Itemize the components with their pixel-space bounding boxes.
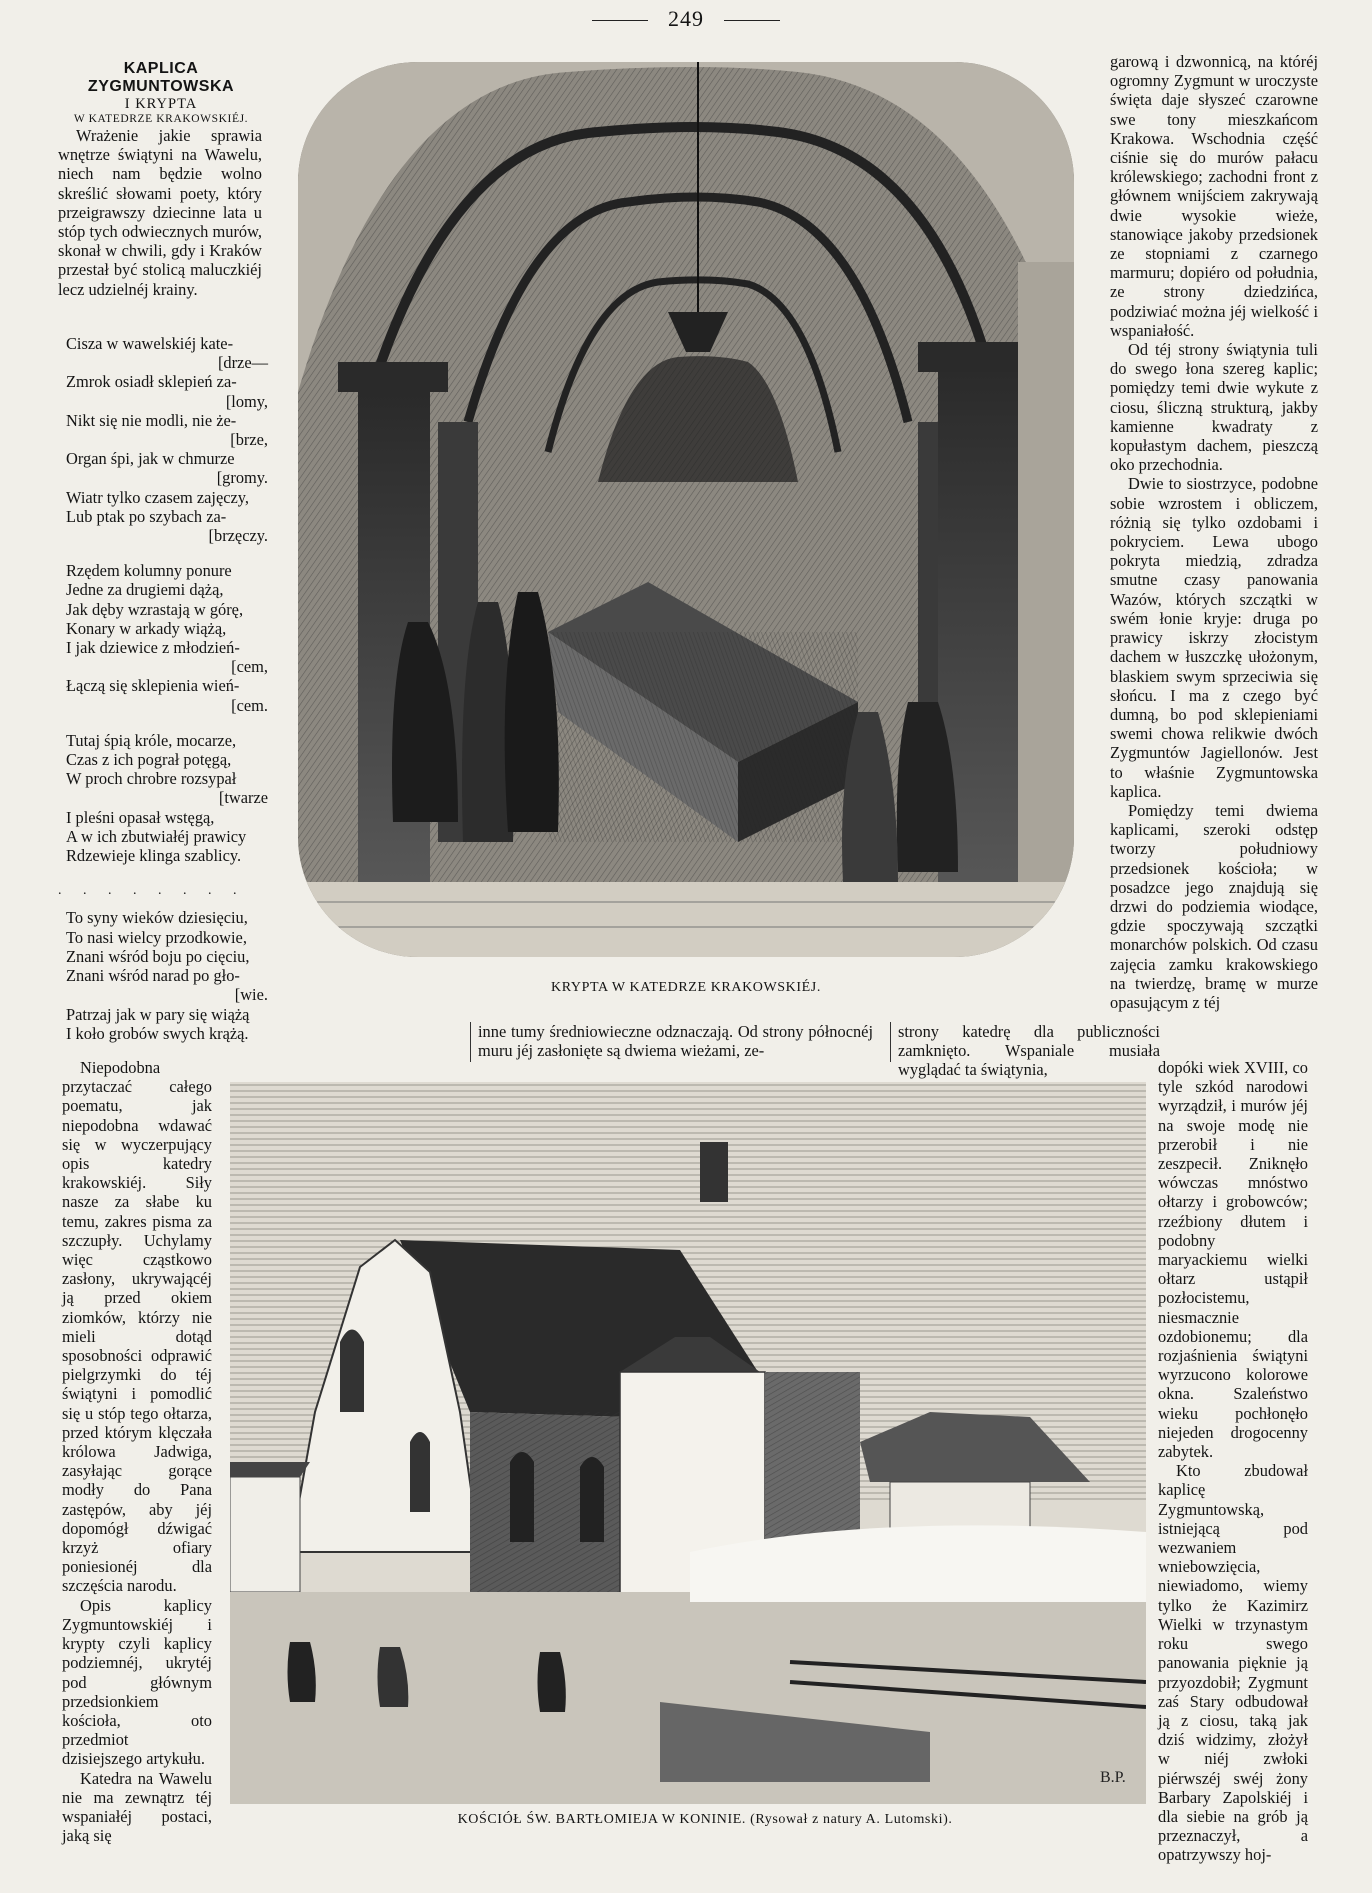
intro-paragraph: Wrażenie jakie sprawia wnętrze świątyni na Wawelu, niech nam będzie wolno skreślić słowami poety, który przeigrawszy dziecinne lata u stóp tych odwiecznych murów, skonał w chwili, gdy i Kraków przestał być stolicą maluczkiéj lecz udzielnéj krainy. (58, 126, 262, 299)
article-title: KAPLICA ZYGMUNTOWSKA (87, 60, 235, 95)
poem-line: W proch chrobre rozsypał (66, 769, 237, 789)
poem-line: Czas z ich pograł potęgą, (66, 750, 232, 770)
poem-line: Znani wśród boju po cięciu, (66, 946, 250, 966)
poem-line: [wie. (234, 985, 268, 1005)
poem-line: Lub ptak po szybach za- (66, 506, 227, 526)
poem-line: Znani wśród narad po gło- (66, 966, 240, 986)
poem-line: Konary w arkady wiążą, (66, 618, 227, 638)
poem-line: [lomy, (225, 391, 268, 411)
poem-line: Rzędem kolumny ponure (66, 561, 232, 581)
poem-line: [brzęczy. (208, 526, 268, 546)
poem-line: [drze— (217, 353, 268, 373)
church-engraving (230, 1082, 1146, 1804)
poem-line: Organ śpi, jak w chmurze (66, 449, 235, 469)
church-caption: KOŚCIÓŁ ŚW. BARTŁOMIEJA W KONINIE. (Rysował z natury A. Lutomski). (457, 1812, 953, 1827)
poem-line: Zmrok osiadł sklepień za- (66, 372, 237, 392)
poem-line: I jak dziewice z młodzień- (66, 638, 240, 658)
poem-line: Łączą się sklepienia wień- (66, 676, 240, 696)
poem-line: Nikt się nie modli, nie że- (66, 410, 237, 430)
poem-line: [cem. (231, 695, 268, 715)
poem-stanza (58, 561, 268, 715)
crypt-engraving (298, 62, 1074, 957)
poem-line: [gromy. (216, 468, 268, 488)
poem-line: Cisza w wawelskiéj kate- (66, 334, 234, 353)
column-3-upper-text: garową i dzwonnicą, na któréj ogromny Zygmunt w uroczyste święta daje słyszeć czarowne swe tony mieszkańcom Krakowa. Wschodnia część ciśnie się do murów pałacu królewskiego; zachodni front z głównem wnijściem zakrywają dwie wysokie wieże, stanowiące jakoby przedsionek ze stopniami z czarnego marmuru; dopiéro od południa, ze strony dziedzińca, podziwiać można jéj wielkość i wspaniałość. Od téj strony świątynia tuli do swego łona szereg kaplic; pomiędzy temi dwie wykute z ciosu, śliczną strukturą, jakby kamienne kwadraty z kopułastym dachem, pieszczą oko przechodnia. Dwie to siostrzyce, podobne sobie wzrostem i obliczem, różnią się tylko ozdobami i pokryciem. Lewa ubogo pokryta miedzią, zdradza smutne czasy panowania Wazów, których szczątki w swém łonie kryje: druga po prawicy iskrzy złocistym dachem w łuszczkę ułożonym, blaskiem swym sprzeciwia się słońcu. I ma z czego być dumną, bo pod sklepieniami swemi chowa relikwie dwóch Zygmuntów Jagiellonów. Jest to właśnie Zygmuntowska kaplica. Pomiędzy temi dwiema kaplicami, szeroki odstęp tworzy południowy przedsionek kościoła; w posadzce jego znajdują się drzwi do podziemia wiodące, gdzie spoczywają szczątki monarchów polskich. Od czasu zajęcia zamku krakowskiego na twierdzę, bramę w murze opasującym z téj (1110, 52, 1318, 1012)
poem-stanza (58, 334, 268, 545)
middle-text-left: inne tumy średniowieczne odznaczają. Od strony północnéj muru jéj zasłonięte są dwiema wieżami, ze- (478, 1022, 873, 1061)
column-1-narrow-text: Niepodobna przytaczać całego poematu, jak niepodobna wdawać się w wyczerpujący opis katedry krakowskiéj. Siły nasze za słabe ku temu, zakres pisma za szczupły. Uchylamy więc cząstkowo zasłony, ukrywającéj ją przed okiem ziomków, którzy nie mieli dotąd sposobności odprawić pielgrzymki do téj świątyni i pomodlić się u stóp tego ołtarza, przed którym klęczała królowa Jadwiga, zasyłając gorące modły do Pana zastępów, aby jéj dopomógł dźwigać krzyż ofiary poniesionéj dla szczęścia narodu. Opis kaplicy Zygmuntowskiéj i krypty czyli kaplicy podziemnéj, ukrytéj pod głównym przedsionkiem kościoła, oto przedmiot dzisiejszego artykułu. Katedra na Wawelu nie ma zewnątrz téj wspaniałéj postaci, jaką się (62, 1058, 212, 1846)
poem-ellipsis: . . . . . . . . (58, 883, 246, 899)
article-header (52, 60, 270, 125)
poem-line: [brze, (230, 430, 268, 450)
poem-line: Wiatr tylko czasem zajęczy, (66, 487, 250, 507)
poem-stanza (58, 908, 268, 1042)
poem-line: [cem, (231, 657, 268, 677)
poem-line: Patrzaj jak w pary się wiążą (66, 1004, 250, 1024)
poem-line: Jak dęby wzrastają w górę, (66, 599, 244, 619)
poem-line: I pleśni opasał wstęgą, (66, 807, 215, 827)
poem-stanza (58, 731, 268, 865)
page-number: 249 (0, 6, 1372, 32)
poem-line: I koło grobów swych krążą. (66, 1023, 249, 1043)
article-subtitle: I KRYPTA (124, 96, 198, 112)
column-rule (470, 1022, 471, 1062)
engraver-mark: B.P. (1100, 1769, 1126, 1786)
poem-line: Rdzewieje klinga szablicy. (66, 846, 242, 866)
column-rule (890, 1022, 891, 1062)
poem-line: To nasi wielcy przodkowie, (66, 927, 247, 947)
middle-text-right: strony katedrę dla publiczności zamknięto. Wspaniale musiała wyglądać ta świątynia, (898, 1022, 1160, 1080)
poem-line: [twarze (218, 788, 268, 808)
crypt-caption: KRYPTA W KATEDRZE KRAKOWSKIÉJ. (551, 980, 821, 995)
article-subtitle-location: W KATEDRZE KRAKOWSKIÉJ. (73, 113, 249, 125)
poem-line: Tutaj śpią króle, mocarze, (66, 730, 237, 750)
poem-line: To syny wieków dziesięciu, (66, 908, 248, 928)
column-3-narrow-text: dopóki wiek XVIII, co tyle szkód narodowi wyrządził, i murów jéj na swoje modę nie przerobił i nie zeszpecił. Zniknęło wówczas mnóstwo ołtarzy i grobowców; rzeźbiony dłutem i podobny maryackiemu wielki ołtarz ustąpił pozłocistemu, niesmacznie ozdobionemu; dla rozjaśnienia świątyni wyrzucono kolorowe okna. Szaleństwo wieku pochłonęło niejeden drogocenny zabytek. Kto zbudował kaplicę Zygmuntowską, istniejącą pod wezwaniem wniebowzięcia, niewiadomo, wiemy tylko że Kazimirz Wielki w trzynastym roku swego panowania pięknie ją przyozdobił; Zygmunt zaś Stary odbudował ją z ciosu, taką jak dziś widzimy, złożył w niéj zwłoki piérwszéj swéj żony Barbary Zapolskiéj i dla siebie na grób ją przeznaczył, a opatrzywszy hoj- (1158, 1058, 1308, 1865)
poem-line: Jedne za drugiemi dążą, (66, 580, 224, 600)
poem-line: A w ich zbutwiałéj prawicy (66, 826, 247, 846)
poem (58, 334, 268, 1059)
